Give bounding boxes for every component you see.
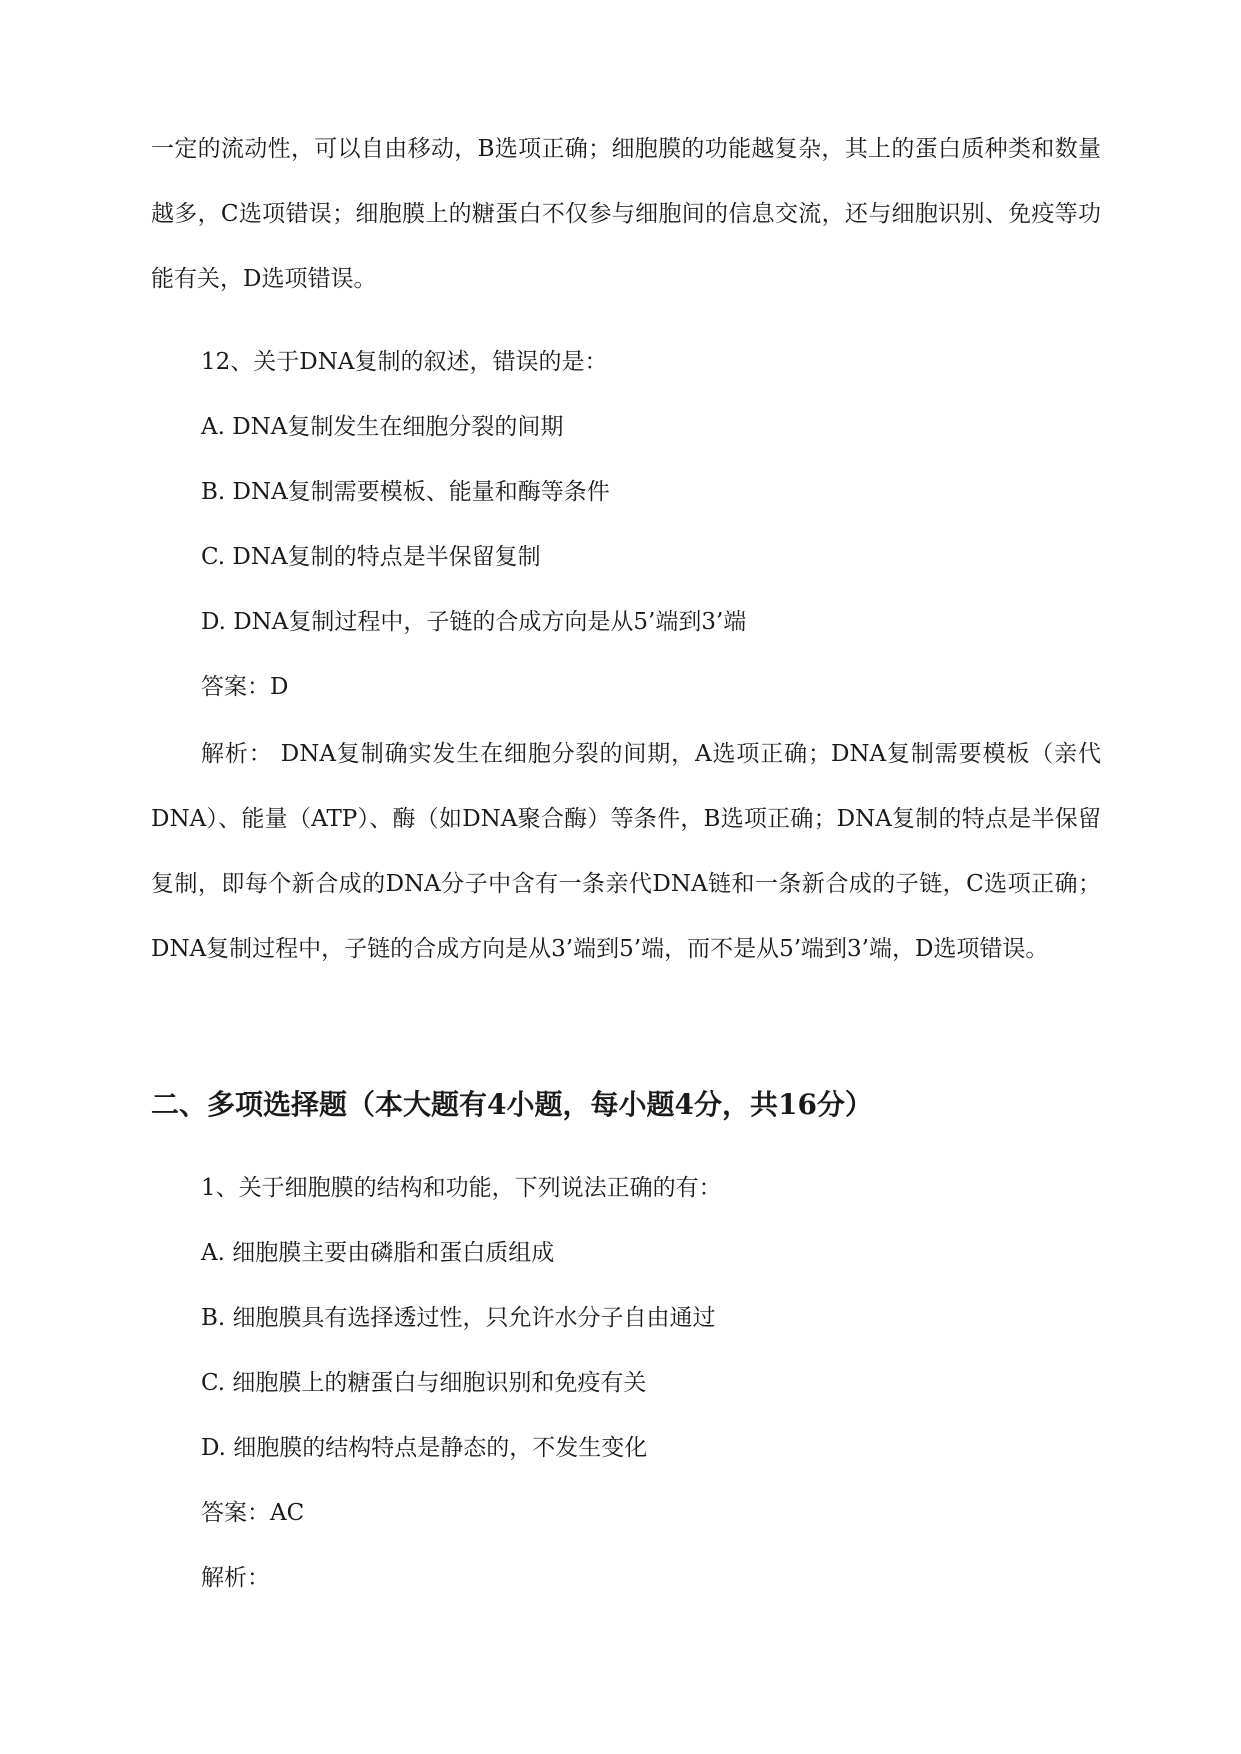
question-12-option-d: D. DNA复制过程中，子链的合成方向是从5’端到3’端 (201, 609, 747, 635)
question-1-stem: 1、关于细胞膜的结构和功能，下列说法正确的有： (201, 1175, 722, 1201)
question-1-answer: 答案：AC (201, 1500, 305, 1526)
question-12-answer: 答案：D (201, 674, 289, 700)
question-1-option-d: D. 细胞膜的结构特点是静态的，不发生变化 (201, 1435, 648, 1461)
question-1-option-a: A. 细胞膜主要由磷脂和蛋白质组成 (201, 1240, 555, 1266)
section-2-heading: 二、多项选择题（本大题有4小题，每小题4分，共16分） (151, 1088, 873, 1121)
question-1-option-c: C. 细胞膜上的糖蛋白与细胞识别和免疫有关 (201, 1370, 647, 1396)
question-1-analysis-label: 解析： (201, 1565, 270, 1591)
question-12-option-c: C. DNA复制的特点是半保留复制 (201, 544, 541, 570)
question-12-analysis: 解析： DNA复制确实发生在细胞分裂的间期，A选项正确；DNA复制需要模板（亲代DNA）、能量（ATP）、酶（如DNA聚合酶）等条件，B选项正确；DNA复制的特点是半保留复制，即每个新合成的DNA分子中含有一条亲代DNA链和一条新合成的子链，C选项正确；DNA复制过程中，子链的合成方向是从3’端到5’端，而不是从5’端到3’端，D选项错误。 (151, 741, 1101, 962)
question-12-option-b: B. DNA复制需要模板、能量和酶等条件 (201, 479, 610, 505)
question-12-option-a: A. DNA复制发生在细胞分裂的间期 (201, 414, 564, 440)
question-12-stem: 12、关于DNA复制的叙述，错误的是： (201, 349, 608, 375)
previous-analysis-continuation: 一定的流动性，可以自由移动，B选项正确；细胞膜的功能越复杂，其上的蛋白质种类和数量越多，C选项错误；细胞膜上的糖蛋白不仅参与细胞间的信息交流，还与细胞识别、免疫等功能有关，D选项错误。 (151, 136, 1101, 292)
question-1-option-b: B. 细胞膜具有选择透过性，只允许水分子自由通过 (201, 1305, 716, 1331)
